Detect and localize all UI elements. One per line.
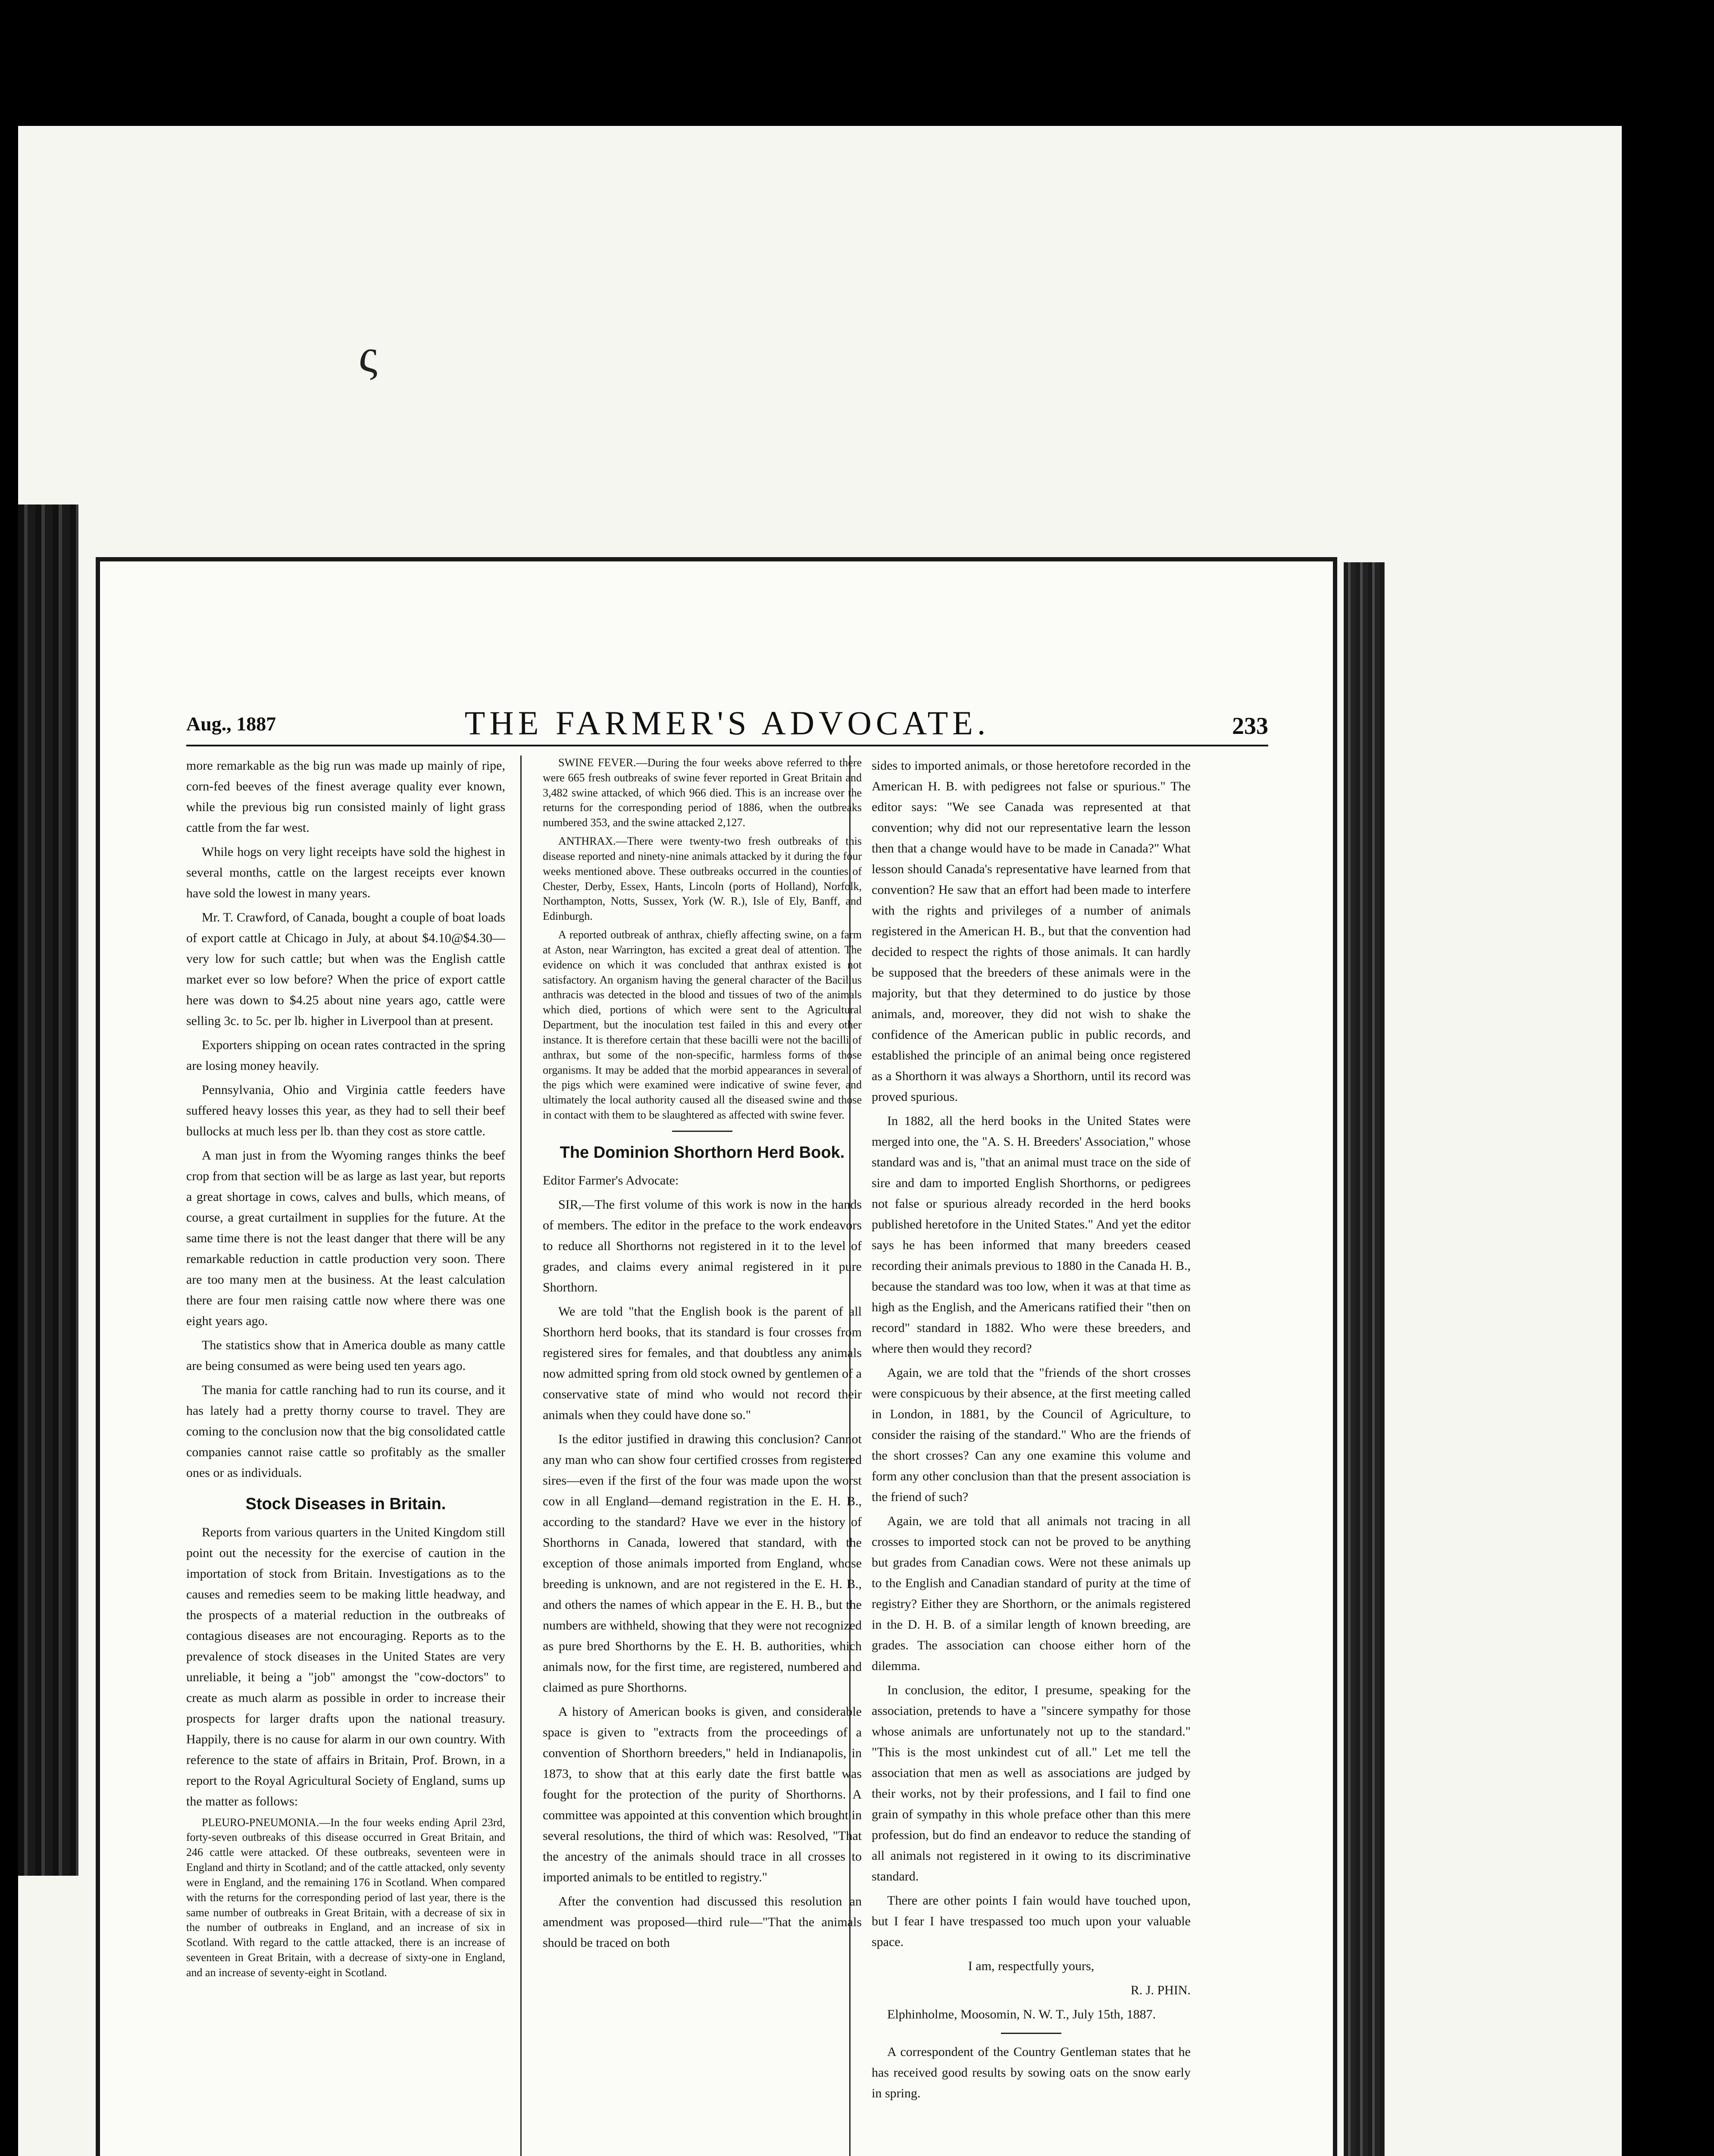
paragraph: A correspondent of the Country Gentleman states that he has received good results by sowing oats on the snow early in spring.: [872, 2045, 1191, 2100]
paragraph: The statistics show that in America double as many cattle are being consumed as were being used ten years ago.: [186, 1338, 505, 1373]
salutation: Editor Farmer's Advocate:: [543, 1173, 679, 1188]
page-stack-edge: [1344, 562, 1385, 2156]
issue-date: Aug., 1887: [186, 713, 276, 735]
paragraph: A history of American books is given, and considerable space is given to "extracts from the proceedings of a convention of Shorthorn breeders," held in Indianapolis, in 1873, to show that at this early date the first battle was fought for the protection of the purity of Shorthorns. A committee was appointed at this convention which brought in several resolutions, the third of which was: Resolved, "That the ancestry of the animals should trace in all crosses to imported animals to be entitled to registry.": [543, 1705, 862, 1885]
paragraph: In conclusion, the editor, I presume, speaking for the association, pretends to have a "sincere sympathy for those whose animals are unfortunately not up to the standard." "This is the most unkindest cut of all." Let me tell the association that men as well as associations are judged by their works, not by their professions, and I fail to find one grain of sympathy in this whole preface other than this mere profession, but do find an endeavor to reduce the standing of all animals not registered in it owing to its discriminative standard.: [872, 1683, 1191, 1883]
paragraph: Pennsylvania, Ohio and Virginia cattle feeders have suffered heavy losses this year, as they had to sell their beef bullocks at much less per lb. than they cost as store cattle.: [186, 1083, 505, 1138]
section-divider: [672, 1131, 732, 1132]
paragraph: Again, we are told that the "friends of the short crosses were conspicuous by their absence, at the first meeting called in London, in 1881, by the Council of Agriculture, to consider the raising of the standard." Who are the friends of the short crosses? Can any one examine this volume and form any other conclusion than that the present association is the friend of such?: [872, 1366, 1191, 1504]
column-1: [186, 755, 505, 2156]
article-heading: The Dominion Shorthorn Herd Book.: [560, 1143, 845, 1162]
paragraph: SWINE FEVER.—During the four weeks above referred to there were 665 fresh outbreaks of swine fever reported in Great Britain and 3,482 swine attacked, of which 966 died. This is an increase over the returns for the corresponding period of 1886, when the outbreaks numbered 353, and the swine attacked 2,127.: [543, 756, 862, 829]
newspaper-title: THE FARMER'S ADVOCATE.: [464, 704, 990, 742]
paragraph: Mr. T. Crawford, of Canada, bought a couple of boat loads of export cattle at Chicago in July, at about $4.10@$4.30—very low for such cattle; but when was the English cattle market ever so low before? When the price of export cattle here was down to $4.25 about nine years ago, cattle were selling 3c. to 5c. per lb. higher in Liverpool than at present.: [186, 910, 505, 1028]
paragraph: A reported outbreak of anthrax, chiefly affecting swine, on a farm at Aston, near Warrington, has excited a great deal of attention. The evidence on which it was concluded that anthrax existed is not satisfactory. An organism having the general character of the Bacillus anthracis was detected in the blood and tissues of two of the animals which died, portions of which were sent to the Agricultural Department, but the inoculation test failed in this and every other instance. It is therefore certain that these bacilli were not the bacilli of anthrax, but some of the non-specific, harmless forms of those organisms. It may be added that the morbid appearances in several of the pigs which were examined were indicative of swine fever, and ultimately the local authority caused all the diseased swine and those in contact with them to be slaughtered as affected with swine fever.: [543, 928, 862, 1122]
paragraph: We are told "that the English book is the parent of all Shorthorn herd books, that its standard is four crosses from registered sires for females, and that doubtless any animals now admitted spring from old stock owned by gentlemen of a conservative state of mind who would not record their animals when they could have done so.": [543, 1304, 862, 1423]
paragraph: ANTHRAX.—There were twenty-two fresh outbreaks of this disease reported and ninety-nine animals attacked by it during the four weeks mentioned above. These outbreaks occurred in the counties of Chester, Derby, Essex, Hants, Lincoln (ports of Holland), Norfolk, Northampton, Notts, Sussex, York (W. R.), Isle of Ely, Banff, and Edinburgh.: [543, 835, 862, 923]
paragraph: In 1882, all the herd books in the United States were merged into one, the "A. S. H. Breeders' Association," whose standard was and is, "that an animal must trace on the side of sire and dam to imported English Shorthorns, or pedigrees not false or spurious already recorded in the herd books published heretofore in the United States." And yet the editor says he has been informed that many breeders ceased recording their animals previous to 1880 in the Canada H. B., because the standard was too low, when it was at that time as high as the English, and the Americans ratified their "then on record" standard in 1882. Who were these breeders, and where then would they record?: [872, 1114, 1191, 1356]
paragraph: PLEURO-PNEUMONIA.—In the four weeks ending April 23rd, forty-seven outbreaks of this disease occurred in Great Britain, and 246 cattle were attacked. Of these outbreaks, seventeen were in England and thirty in Scotland; and of the cattle attacked, only seventy were in England, and the remaining 176 in Scotland. When compared with the returns for the corresponding period of last year, there is the same number of outbreaks in Great Britain, with a decrease of six in the number of outbreaks in England, and an increase of six in Scotland. With regard to the cattle attacked, there is an increase of seventeen in Great Britain, with a decrease of sixty-one in England, and an increase of seventy-eight in Scotland.: [186, 1816, 505, 1979]
section-divider: [1001, 2033, 1061, 2034]
column-2: [543, 755, 862, 2156]
signature: R. J. PHIN.: [1130, 1983, 1191, 1997]
printed-page: [96, 557, 1337, 2156]
column-3: [872, 755, 1191, 2156]
place-date: Elphinholme, Moosomin, N. W. T., July 15th, 1887.: [887, 2007, 1156, 2021]
paragraph: SIR,—The first volume of this work is now in the hands of members. The editor in the preface to the work endeavors to reduce all Shorthorns not registered in it to the level of grades, and claims every animal registered in it pure Shorthorn.: [543, 1197, 862, 1295]
paragraph: sides to imported animals, or those heretofore recorded in the American H. B. with pedigrees not false or spurious." The editor says: "We see Canada was represented at that convention; why did not our representative learn the lesson then that a change would have to be made in Canada?" What lesson should Canada's representative have learned from that convention? He saw that an effort had been made to interfere with the rights and privileges of a number of animals registered in the American H. B., but that the convention had decided to respect the rights of those animals. It can hardly be supposed that the breeders of these animals were in the majority, but that they determined to do justice by those animals, and, moreover, they did not wish to shake the confidence of the American public in public records, and established the principle of an animal being once registered as a Shorthorn it was always a Shorthorn, until its record was proved spurious.: [872, 758, 1191, 1104]
paragraph: A man just in from the Wyoming ranges thinks the beef crop from that section will be as large as last year, but reports a great shortage in cows, calves and bulls, which means, of course, a great curtailment in supplies for the future. At the same time there is not the least danger that there will be any remarkable reduction in cattle production very soon. There are too many men at the business. At the least calculation there are four men raising cattle now where there was one eight years ago.: [186, 1148, 505, 1328]
paragraph: There are other points I fain would have touched upon, but I fear I have trespassed too much upon your valuable space.: [872, 1893, 1191, 1949]
book-binding-edge: [18, 505, 78, 1876]
paragraph: Reports from various quarters in the United Kingdom still point out the necessity for the exercise of caution in the importation of stock from Britain. Investigations as to the causes and remedies seem to be making little headway, and the prospects of a material reduction in the outbreaks of contagious diseases are not encouraging. Reports as to the prevalence of stock diseases in the United States are very unreliable, it being a "job" amongst the "cow-doctors" to create as much alarm as possible in order to increase their prospects for larger drafts upon the national treasury. Happily, there is no cause for alarm in our own country. With reference to the state of affairs in Britain, Prof. Brown, in a report to the Royal Agricultural Society of England, sums up the matter as follows:: [186, 1525, 505, 1808]
paragraph: Again, we are told that all animals not tracing in all crosses to imported stock can not be proved to be anything but grades from Canadian cows. Were not these animals up to the English and Canadian standard of purity at the time of registry? Either they are Shorthorn, or the animals registered in the D. H. B. of a similar length of known breeding, are grades. The association can choose either horn of the dilemma.: [872, 1514, 1191, 1673]
paragraph: Is the editor justified in drawing this conclusion? Cannot any man who can show four certified crosses from registered sires—even if the first of the four was made upon the worst cow in all England—demand registration in the E. H. B., according to the standard? Have we ever in the history of Shorthorns in Canada, lowered that standard, with the exception of those animals imported from England, whose breeding is unknown, and are not registered in the E. H. B., and others the names of which appear in the E. H. B., but the numbers are withheld, showing that they were not recognized as pure bred Shorthorns by the E. H. B. authorities, which animals now, for the first time, are registered, numbered and claimed as pure Shorthorns.: [543, 1432, 862, 1695]
paragraph: While hogs on very light receipts have sold the highest in several months, cattle on the largest receipts ever known have sold the lowest in many years.: [186, 845, 505, 900]
running-header: [186, 704, 1268, 746]
paragraph: more remarkable as the big run was made up mainly of ripe, corn-fed beeves of the finest average quality ever known, while the previous big run consisted mainly of light grass cattle from the far west.: [186, 758, 505, 835]
paragraph: The mania for cattle ranching had to run its course, and it has lately had a pretty thorny course to travel. They are coming to the conclusion now that the big consolidated cattle companies cannot raise cattle so profitably as the smaller ones or as individuals.: [186, 1383, 505, 1480]
paragraph: Exporters shipping on ocean rates contracted in the spring are losing money heavily.: [186, 1038, 505, 1073]
closing: I am, respectfully yours,: [968, 1959, 1095, 1973]
page-number: 233: [1232, 713, 1268, 740]
scanned-page: [18, 126, 1622, 2156]
article-heading: Stock Diseases in Britain.: [245, 1495, 446, 1513]
column-rule: [520, 755, 522, 2156]
marginal-pencil-mark: ς: [359, 329, 378, 382]
paragraph: After the convention had discussed this resolution an amendment was proposed—third rule—"That the animals should be traced on both: [543, 1894, 862, 1950]
